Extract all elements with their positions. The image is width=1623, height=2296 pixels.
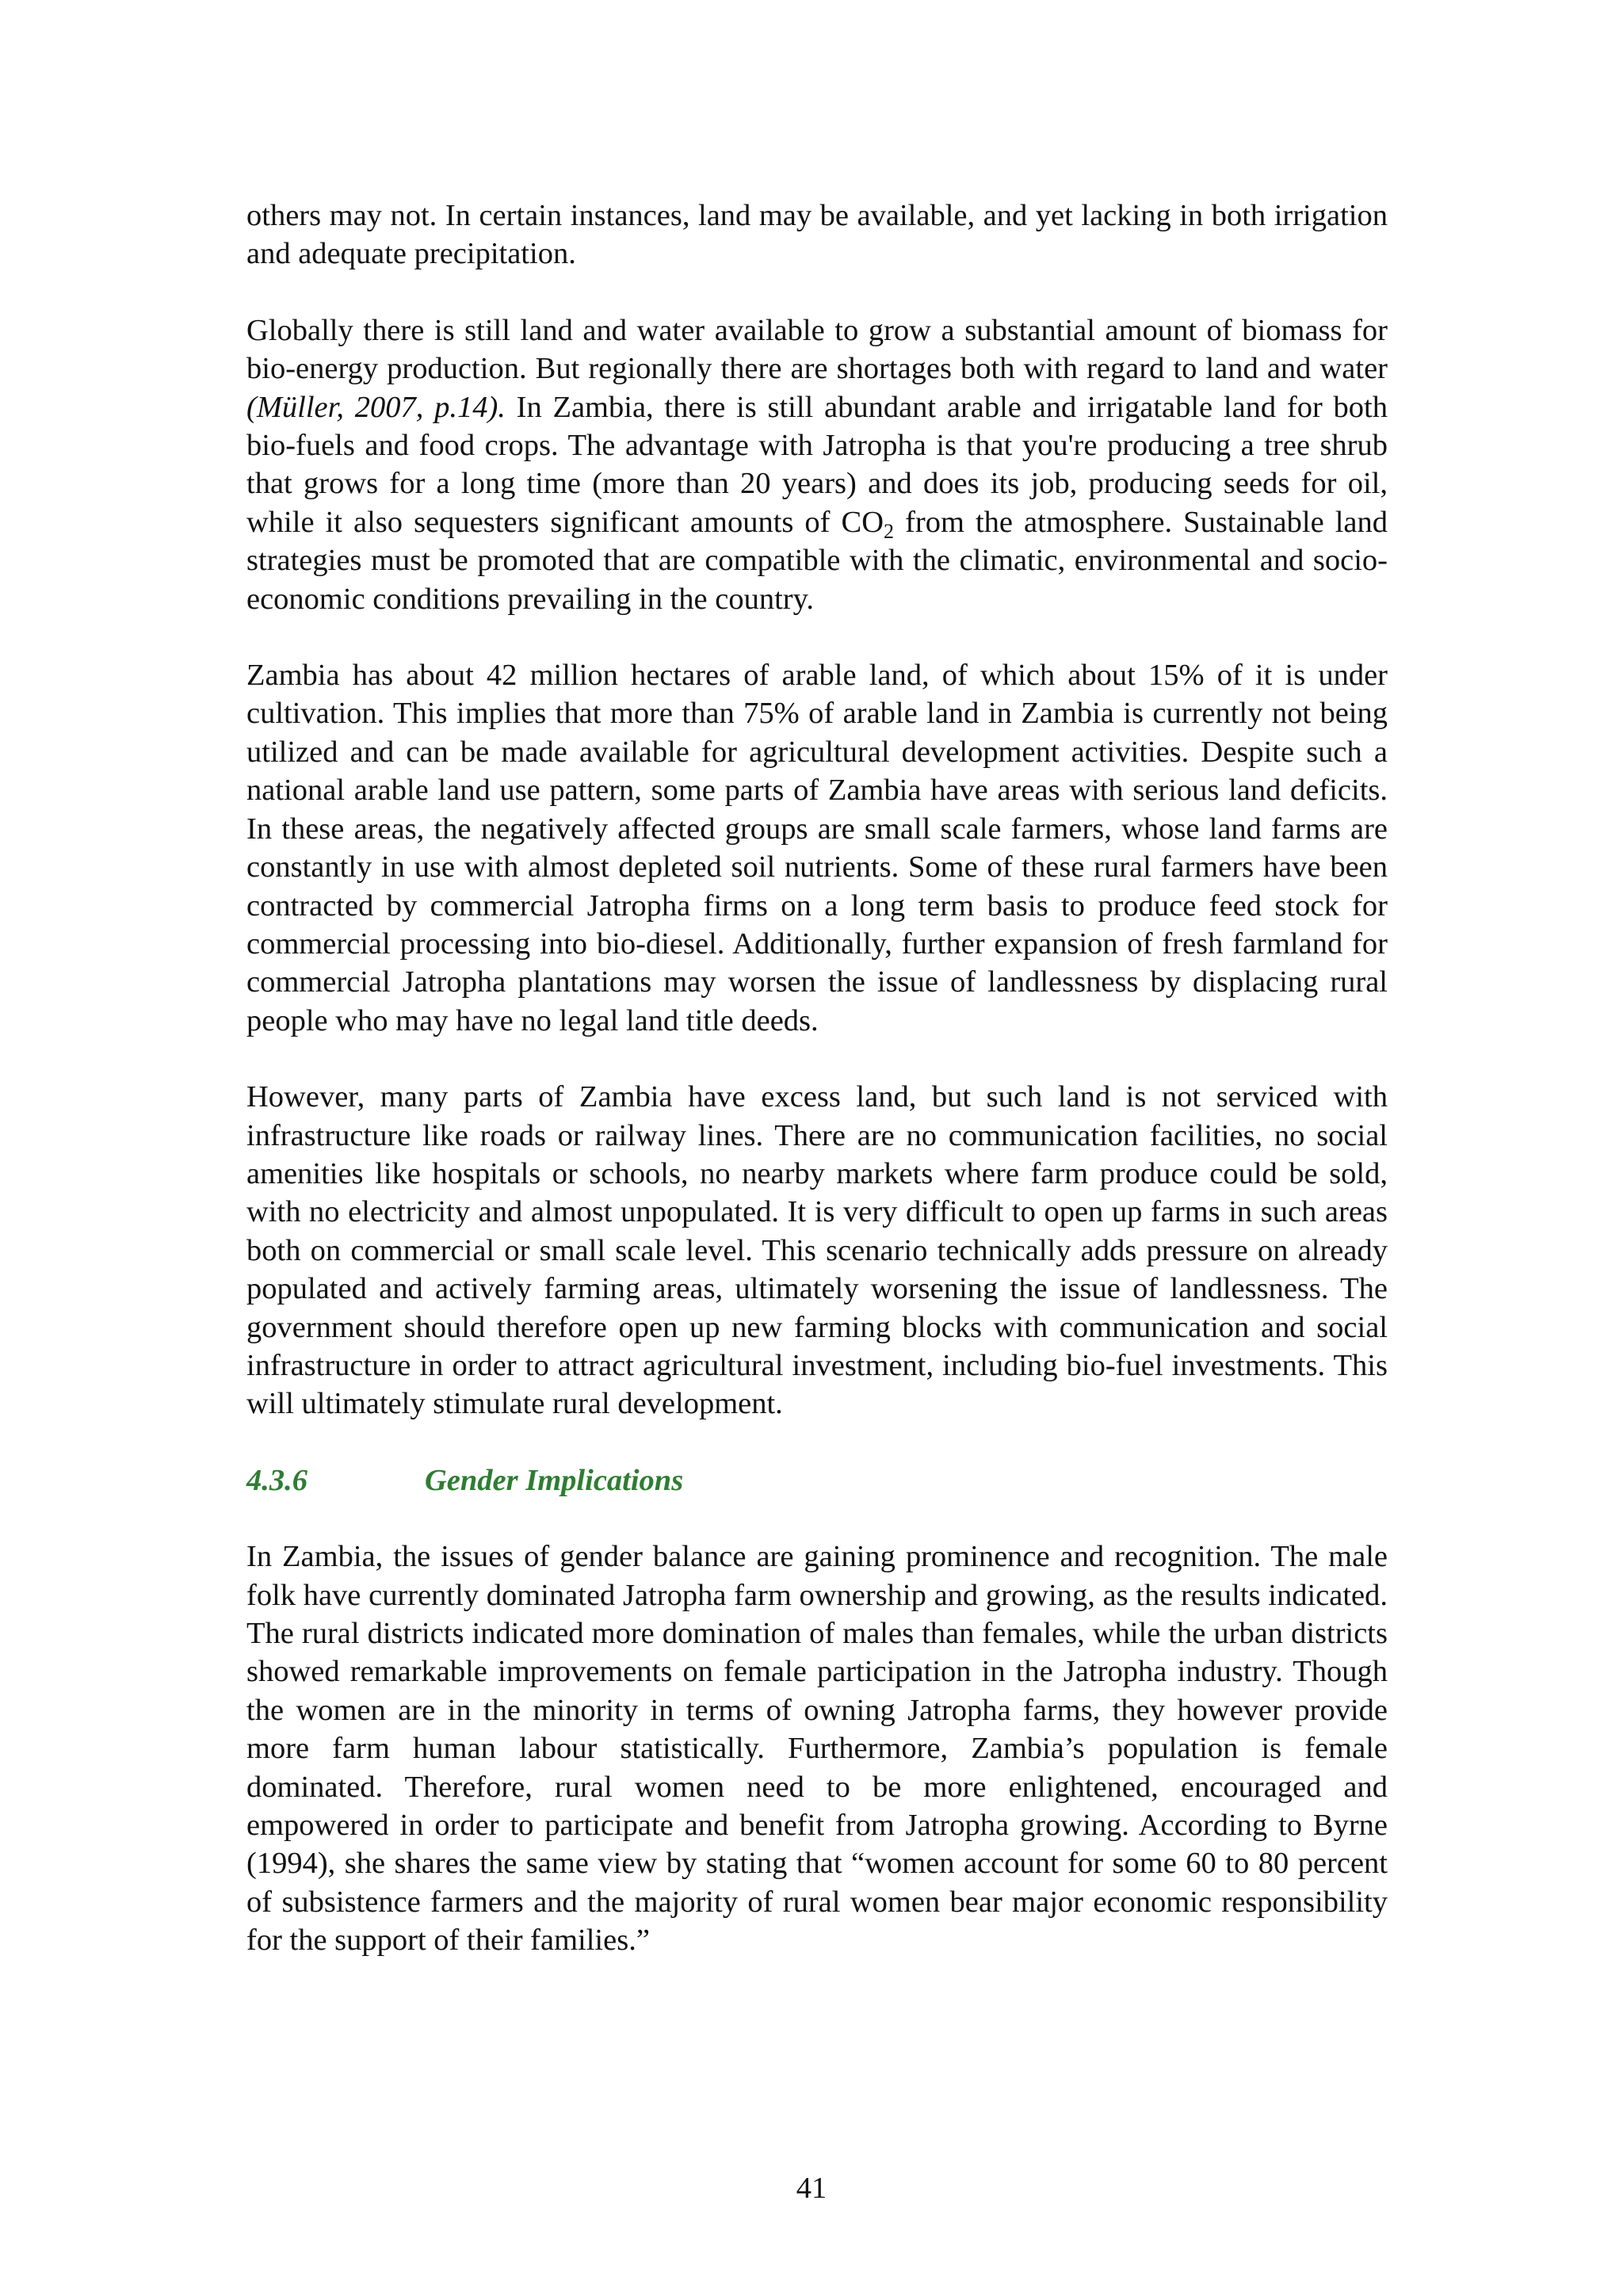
paragraph-biomass-text-a: Globally there is still land and water available to grow a substantial amount of biomass for bio-energy production. But regionally there are shortages both with regard to land and water: [246, 313, 1388, 386]
page-number: 41: [796, 2172, 827, 2205]
document-body: [246, 197, 1388, 1960]
co2-subscript: 2: [884, 519, 895, 543]
section-number: 4.3.6: [246, 1463, 307, 1497]
section-title: Gender Implications: [425, 1463, 684, 1497]
paragraph-arable-land: Zambia has about 42 million hectares of arable land, of which about 15% of it is under cultivation. This implies that more than 75% of arable land in Zambia is currently not being utilized and can be made available for agricultural development activities. Despite such a national arable land use pattern, some parts of Zambia have areas with serious land deficits. In these areas, the negatively affected groups are small scale farmers, whose land farms are constantly in use with almost depleted soil nutrients. Some of these rural farmers have been contracted by commercial Jatropha firms on a long term basis to produce feed stock for commercial processing into bio-diesel. Additionally, further expansion of fresh farmland for commercial Jatropha plantations may worsen the issue of landlessness by displacing rural people who may have no legal land title deeds.: [246, 659, 1388, 1037]
paragraph-continuation: others may not. In certain instances, land may be available, and yet lacking in both irrigation and adequate precipitation.: [246, 199, 1388, 271]
section-heading: [246, 1461, 1388, 1499]
paragraph-excess-land: However, many parts of Zambia have excess land, but such land is not serviced with infrastructure like roads or railway lines. There are no communication facilities, no social amenities like hospitals or schools, no nearby markets where farm produce could be sold, with no electricity and almost unpopulated. It is very difficult to open up farms in such areas both on commercial or small scale level. This scenario technically adds pressure on already populated and actively farming areas, ultimately worsening the issue of landlessness. The government should therefore open up new farming blocks with communication and social infrastructure in order to attract agricultural investment, including bio-fuel investments. This will ultimately stimulate rural development.: [246, 1080, 1388, 1421]
paragraph-biomass: [246, 311, 1388, 618]
paragraph-gender: In Zambia, the issues of gender balance are gaining prominence and recognition. The male folk have currently dominated Jatropha farm ownership and growing, as the results indicated. The rural districts indicated more domination of males than females, while the urban districts showed remarkable improvements on female participation in the Jatropha industry. Though the women are in the minority in terms of owning Jatropha farms, they however provide more farm human labour statistically. Furthermore, Zambia’s population is female dominated. Therefore, rural women need to be more enlightened, encouraged and empowered in order to participate and benefit from Jatropha growing. According to Byrne (1994), she shares the same view by stating that “women account for some 60 to 80 percent of subsistence farmers and the majority of rural women bear major economic responsibility for the support of their families.”: [246, 1540, 1388, 1958]
paragraph-biomass-text-c: from the atmosphere. Sustainable land strategies must be promoted that are compatible with the climatic, environmental and socio-economic conditions prevailing in the country.: [246, 505, 1388, 616]
citation-muller: (Müller, 2007, p.14).: [246, 390, 506, 424]
paragraph-biomass-text-b: In Zambia, there is still abundant arable and irrigatable land for both bio-fuels and food crops. The advantage with Jatropha is that you're producing a tree shrub that grows for a long time (more than 20 years) and does its job, producing seeds for oil, while it also sequesters significant amounts of CO: [246, 390, 1388, 539]
